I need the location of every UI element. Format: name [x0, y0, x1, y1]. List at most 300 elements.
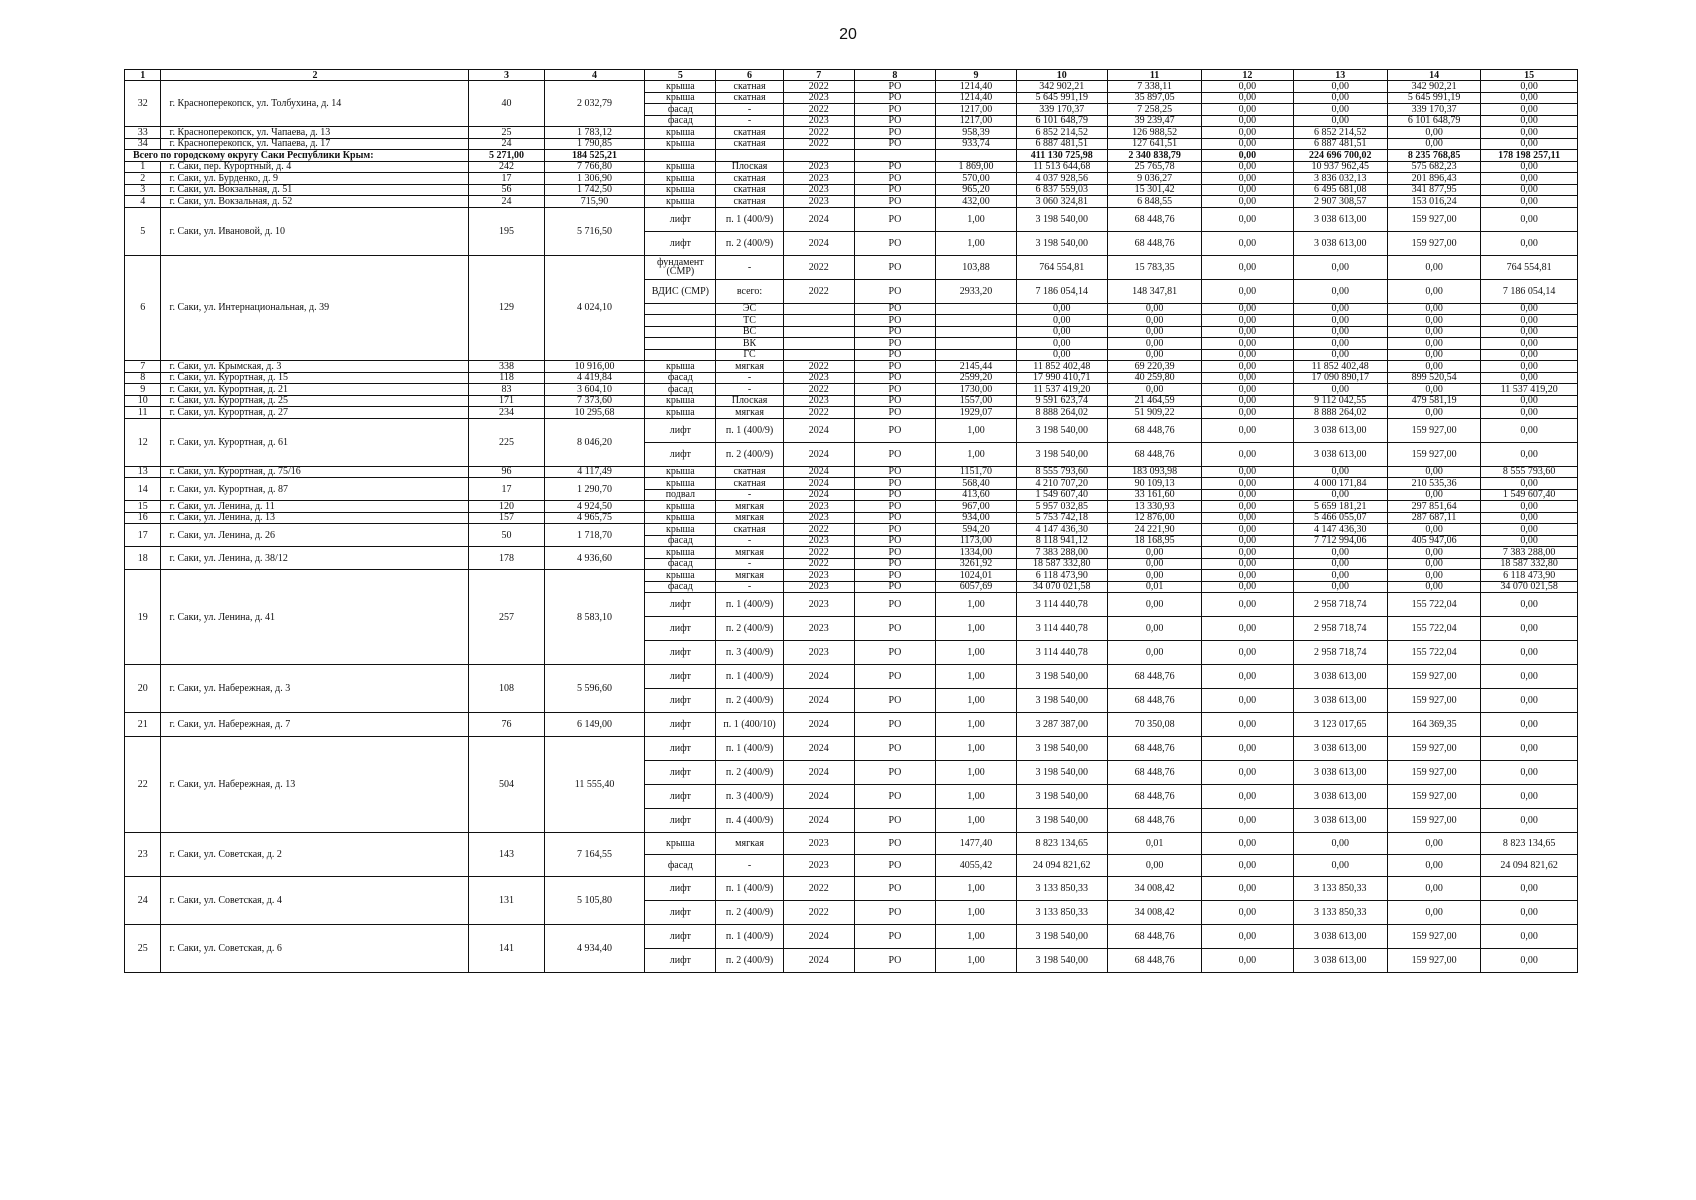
table-cell: 6 118 473,90 — [1481, 570, 1578, 582]
table-cell: 3 114 440,78 — [1016, 593, 1107, 617]
table-cell: 0,00 — [1202, 372, 1293, 384]
house-address: г. Саки, ул. Набережная, д. 13 — [161, 737, 469, 833]
house-address: г. Красноперекопск, ул. Чапаева, д. 17 — [161, 138, 469, 150]
house-address: г. Саки, ул. Ивановой, д. 10 — [161, 207, 469, 255]
house-number: 25 — [125, 925, 161, 973]
table-cell: 0,00 — [1202, 689, 1293, 713]
table-cell: РО — [854, 581, 936, 593]
table-cell: 0,00 — [1107, 384, 1201, 396]
table-cell: РО — [854, 689, 936, 713]
table-row — [125, 184, 1578, 196]
table-cell: 3 038 613,00 — [1293, 207, 1387, 231]
table-cell: 1,00 — [936, 207, 1016, 231]
table-cell: 342 902,21 — [1387, 81, 1480, 93]
table-cell: 0,00 — [1202, 303, 1293, 315]
table-cell: 575 682,23 — [1387, 161, 1480, 173]
table-cell: 155 722,04 — [1387, 641, 1480, 665]
table-cell: 0,00 — [1387, 558, 1480, 570]
table-cell: скатная — [716, 127, 784, 139]
table-cell: 0,00 — [1293, 104, 1387, 116]
table-cell: 25 — [469, 127, 544, 139]
table-cell: 6 149,00 — [544, 713, 645, 737]
table-cell: 0,00 — [1202, 489, 1293, 501]
table-cell: 90 109,13 — [1107, 478, 1201, 490]
table-cell: мягкая — [716, 570, 784, 582]
table-cell: 2023 — [783, 593, 854, 617]
table-cell: 2022 — [783, 384, 854, 396]
table-cell: РО — [854, 617, 936, 641]
table-cell: 1,00 — [936, 901, 1016, 925]
table-cell: 51 909,22 — [1107, 407, 1201, 419]
table-cell: лифт — [645, 207, 716, 231]
table-cell: 12 876,00 — [1107, 512, 1201, 524]
table-cell: 8 118 941,12 — [1016, 535, 1107, 547]
table-cell: 131 — [469, 877, 544, 925]
table-cell: 0,00 — [1202, 925, 1293, 949]
table-cell: 568,40 — [936, 478, 1016, 490]
table-cell: п. 2 (400/9) — [716, 761, 784, 785]
table-cell: крыша — [645, 478, 716, 490]
table-cell: 1,00 — [936, 418, 1016, 442]
table-cell — [783, 338, 854, 350]
table-cell: 34 008,42 — [1107, 877, 1201, 901]
table-cell: 1 549 607,40 — [1016, 489, 1107, 501]
table-cell: 3 038 613,00 — [1293, 418, 1387, 442]
table-cell: РО — [854, 104, 936, 116]
table-cell: 1,00 — [936, 617, 1016, 641]
table-cell: крыша — [645, 161, 716, 173]
table-cell: 2024 — [783, 418, 854, 442]
house-address: г. Саки, ул. Курортная, д. 15 — [161, 372, 469, 384]
table-cell: скатная — [716, 173, 784, 185]
table-cell: 0,00 — [1202, 949, 1293, 973]
table-cell: 5 596,60 — [544, 665, 645, 713]
table-cell: 34 070 021,58 — [1481, 581, 1578, 593]
table-cell: 0,00 — [1202, 617, 1293, 641]
table-cell: крыша — [645, 833, 716, 855]
table-cell: 1,00 — [936, 949, 1016, 973]
column-header: 3 — [469, 70, 544, 81]
table-cell: 2024 — [783, 785, 854, 809]
table-cell: 3 133 850,33 — [1016, 877, 1107, 901]
house-address: г. Саки, ул. Вокзальная, д. 52 — [161, 196, 469, 208]
table-cell: 171 — [469, 395, 544, 407]
table-cell: 11 513 644,68 — [1016, 161, 1107, 173]
table-cell: РО — [854, 713, 936, 737]
table-cell: 0,00 — [1481, 617, 1578, 641]
column-header: 5 — [645, 70, 716, 81]
table-cell: 2022 — [783, 407, 854, 419]
column-header: 11 — [1107, 70, 1201, 81]
table-cell: 159 927,00 — [1387, 231, 1480, 255]
table-cell: 934,00 — [936, 512, 1016, 524]
table-cell: 0,00 — [1481, 713, 1578, 737]
table-cell: 0,00 — [1481, 127, 1578, 139]
table-cell: 3 198 540,00 — [1016, 761, 1107, 785]
table-row — [125, 570, 1578, 582]
table-cell: 0,00 — [1387, 901, 1480, 925]
table-cell: 0,00 — [1481, 407, 1578, 419]
table-cell: 8 823 134,65 — [1016, 833, 1107, 855]
table-cell: - — [716, 558, 784, 570]
table-cell: 35 897,05 — [1107, 92, 1201, 104]
table-cell: 0,00 — [1107, 326, 1201, 338]
table-cell: 1214,40 — [936, 92, 1016, 104]
house-number: 1 — [125, 161, 161, 173]
table-cell: РО — [854, 92, 936, 104]
table-cell — [645, 326, 716, 338]
table-cell: 118 — [469, 372, 544, 384]
table-row — [125, 877, 1578, 901]
table-cell: мягкая — [716, 547, 784, 559]
table-cell: 2023 — [783, 617, 854, 641]
table-cell: 1 869,00 — [936, 161, 1016, 173]
table-cell: 3 038 613,00 — [1293, 442, 1387, 466]
house-number: 13 — [125, 466, 161, 478]
table-cell: крыша — [645, 524, 716, 536]
table-cell: РО — [854, 115, 936, 127]
table-cell: РО — [854, 418, 936, 442]
table-cell: лифт — [645, 231, 716, 255]
table-cell: 242 — [469, 161, 544, 173]
table-cell: лифт — [645, 877, 716, 901]
table-cell: 68 448,76 — [1107, 689, 1201, 713]
table-cell: 1173,00 — [936, 535, 1016, 547]
table-cell: 0,00 — [1481, 372, 1578, 384]
house-number: 19 — [125, 570, 161, 665]
table-cell: 17 — [469, 173, 544, 185]
table-cell: РО — [854, 207, 936, 231]
table-cell: 2022 — [783, 255, 854, 279]
table-cell: 0,00 — [1293, 303, 1387, 315]
table-cell: 1,00 — [936, 785, 1016, 809]
table-cell: фундамент (СМР) — [645, 255, 716, 279]
table-cell: 413,60 — [936, 489, 1016, 501]
table-cell: скатная — [716, 81, 784, 93]
house-address: г. Саки, ул. Крымская, д. 3 — [161, 361, 469, 373]
table-row — [125, 207, 1578, 231]
table-cell: 0,00 — [1481, 81, 1578, 93]
table-cell: 0,00 — [1202, 641, 1293, 665]
table-cell: РО — [854, 81, 936, 93]
table-cell: 0,00 — [1481, 501, 1578, 513]
table-cell: крыша — [645, 570, 716, 582]
table-cell: фасад — [645, 535, 716, 547]
table-cell: 155 722,04 — [1387, 593, 1480, 617]
table-cell: п. 2 (400/9) — [716, 231, 784, 255]
table-cell: подвал — [645, 489, 716, 501]
house-number: 11 — [125, 407, 161, 419]
table-cell: мягкая — [716, 361, 784, 373]
table-cell: 5 645 991,19 — [1016, 92, 1107, 104]
table-cell: 0,00 — [1202, 115, 1293, 127]
table-cell: крыша — [645, 173, 716, 185]
table-cell: 13 330,93 — [1107, 501, 1201, 513]
table-cell: крыша — [645, 184, 716, 196]
table-cell: 965,20 — [936, 184, 1016, 196]
table-cell: 24 094 821,62 — [1016, 855, 1107, 877]
table-cell: 1024,01 — [936, 570, 1016, 582]
table-cell: РО — [854, 833, 936, 855]
table-cell: 0,00 — [1387, 255, 1480, 279]
table-cell: 0,00 — [1481, 809, 1578, 833]
table-cell: 6 101 648,79 — [1387, 115, 1480, 127]
table-cell: фасад — [645, 104, 716, 116]
table-cell: 157 — [469, 512, 544, 524]
table-cell: 25 765,78 — [1107, 161, 1201, 173]
table-cell: 3 038 613,00 — [1293, 737, 1387, 761]
table-cell: 3 133 850,33 — [1016, 901, 1107, 925]
column-header: 1 — [125, 70, 161, 81]
table-cell: 0,00 — [1481, 173, 1578, 185]
table-cell: 0,00 — [1481, 138, 1578, 150]
house-address: г. Саки, ул. Курортная, д. 21 — [161, 384, 469, 396]
table-cell: скатная — [716, 92, 784, 104]
table-cell: РО — [854, 809, 936, 833]
table-cell: 3 198 540,00 — [1016, 785, 1107, 809]
table-cell: 2023 — [783, 855, 854, 877]
table-cell: 0,00 — [1481, 689, 1578, 713]
table-cell: 76 — [469, 713, 544, 737]
table-cell: РО — [854, 442, 936, 466]
house-address: г. Саки, ул. Ленина, д. 26 — [161, 524, 469, 547]
table-cell: 3 133 850,33 — [1293, 877, 1387, 901]
table-cell: 6 852 214,52 — [1293, 127, 1387, 139]
house-address: г. Саки, ул. Бурденко, д. 9 — [161, 173, 469, 185]
table-cell: 297 851,64 — [1387, 501, 1480, 513]
table-cell: 0,00 — [1387, 877, 1480, 901]
table-cell: 2 958 718,74 — [1293, 617, 1387, 641]
table-cell: 2023 — [783, 581, 854, 593]
table-cell: 2023 — [783, 173, 854, 185]
house-number: 21 — [125, 713, 161, 737]
table-cell: 0,00 — [1481, 665, 1578, 689]
table-cell: РО — [854, 901, 936, 925]
table-cell: 3 133 850,33 — [1293, 901, 1387, 925]
table-cell — [783, 326, 854, 338]
table-row — [125, 255, 1578, 279]
table-cell: 0,00 — [1387, 855, 1480, 877]
table-cell: РО — [854, 785, 936, 809]
table-cell: РО — [854, 361, 936, 373]
table-cell: 33 161,60 — [1107, 489, 1201, 501]
table-cell: скатная — [716, 478, 784, 490]
table-cell: 225 — [469, 418, 544, 466]
table-cell: крыша — [645, 92, 716, 104]
table-cell: 68 448,76 — [1107, 737, 1201, 761]
table-cell: мягкая — [716, 833, 784, 855]
table-cell: ТС — [716, 315, 784, 327]
table-cell: крыша — [645, 407, 716, 419]
table-cell: 4 936,60 — [544, 547, 645, 570]
table-cell: п. 3 (400/9) — [716, 785, 784, 809]
table-cell: 0,00 — [1293, 338, 1387, 350]
table-cell: 0,00 — [1202, 384, 1293, 396]
table-cell: РО — [854, 501, 936, 513]
table-cell: 0,00 — [1293, 489, 1387, 501]
house-number: 6 — [125, 255, 161, 361]
table-cell: 210 535,36 — [1387, 478, 1480, 490]
table-cell: 8 555 793,60 — [1016, 466, 1107, 478]
table-cell: 0,00 — [1481, 442, 1578, 466]
table-cell: 1,00 — [936, 231, 1016, 255]
house-address: г. Саки, пер. Курортный, д. 4 — [161, 161, 469, 173]
table-cell: 127 641,51 — [1107, 138, 1201, 150]
house-number: 20 — [125, 665, 161, 713]
table-cell: 0,00 — [1202, 737, 1293, 761]
table-cell: 0,00 — [1481, 478, 1578, 490]
table-cell: 5 753 742,18 — [1016, 512, 1107, 524]
table-cell: 129 — [469, 255, 544, 361]
table-cell: 7 258,25 — [1107, 104, 1201, 116]
table-cell: 0,00 — [1202, 855, 1293, 877]
table-cell: 2024 — [783, 466, 854, 478]
table-cell: 4 419,84 — [544, 372, 645, 384]
table-cell: п. 2 (400/9) — [716, 949, 784, 973]
table-cell: - — [716, 255, 784, 279]
table-cell: 2 032,79 — [544, 81, 645, 127]
table-cell: 11 852 402,48 — [1293, 361, 1387, 373]
table-cell: 155 722,04 — [1387, 617, 1480, 641]
table-cell: 0,00 — [1293, 349, 1387, 361]
table-cell: 159 927,00 — [1387, 207, 1480, 231]
table-cell: 159 927,00 — [1387, 949, 1480, 973]
table-cell: 24 094 821,62 — [1481, 855, 1578, 877]
table-cell: 0,00 — [1202, 524, 1293, 536]
table-row — [125, 713, 1578, 737]
table-cell: 21 464,59 — [1107, 395, 1201, 407]
table-cell: РО — [854, 665, 936, 689]
table-cell: РО — [854, 512, 936, 524]
table-cell: ВС — [716, 326, 784, 338]
table-cell: РО — [854, 384, 936, 396]
table-cell: 7 383 288,00 — [1016, 547, 1107, 559]
table-cell: 0,00 — [1107, 558, 1201, 570]
table-cell: 0,00 — [1481, 535, 1578, 547]
table-cell: 0,00 — [1293, 547, 1387, 559]
table-cell: крыша — [645, 512, 716, 524]
table-row — [125, 361, 1578, 373]
table-cell: 0,00 — [1481, 92, 1578, 104]
table-cell: 9 591 623,74 — [1016, 395, 1107, 407]
table-cell — [783, 349, 854, 361]
table-cell: 15 783,35 — [1107, 255, 1201, 279]
table-cell: Плоская — [716, 161, 784, 173]
table-cell: - — [716, 372, 784, 384]
table-cell — [645, 349, 716, 361]
table-cell: 39 239,47 — [1107, 115, 1201, 127]
table-cell: 24 — [469, 138, 544, 150]
table-row — [125, 665, 1578, 689]
table-cell: 0,00 — [1202, 395, 1293, 407]
table-cell: 0,00 — [1202, 581, 1293, 593]
table-cell: фасад — [645, 372, 716, 384]
table-cell: 2022 — [783, 524, 854, 536]
table-cell: п. 2 (400/9) — [716, 689, 784, 713]
table-cell: 0,00 — [1293, 466, 1387, 478]
table-cell: 7 186 054,14 — [1016, 279, 1107, 303]
table-cell: 15 301,42 — [1107, 184, 1201, 196]
table-cell: 504 — [469, 737, 544, 833]
table-cell: 1 718,70 — [544, 524, 645, 547]
table-cell: фасад — [645, 581, 716, 593]
table-cell: 339 170,37 — [1016, 104, 1107, 116]
table-cell: РО — [854, 524, 936, 536]
table-cell: 0,00 — [1387, 138, 1480, 150]
house-number: 16 — [125, 512, 161, 524]
table-row — [125, 925, 1578, 949]
table-cell: 967,00 — [936, 501, 1016, 513]
page-number: 20 — [839, 26, 857, 43]
table-row — [125, 737, 1578, 761]
table-cell: 8 888 264,02 — [1293, 407, 1387, 419]
table-cell: 2024 — [783, 713, 854, 737]
table-cell: 0,00 — [1387, 833, 1480, 855]
table-cell: 0,00 — [1387, 279, 1480, 303]
table-cell: 0,00 — [1481, 901, 1578, 925]
table-cell: 764 554,81 — [1016, 255, 1107, 279]
table-cell: п. 4 (400/9) — [716, 809, 784, 833]
table-cell: 2 907 308,57 — [1293, 196, 1387, 208]
table-cell: 0,00 — [1387, 581, 1480, 593]
table-cell: 5 271,00 — [469, 150, 544, 162]
table-cell: 159 927,00 — [1387, 689, 1480, 713]
table-cell: 0,00 — [1387, 547, 1480, 559]
table-cell: 0,00 — [1387, 127, 1480, 139]
table-cell: 7 712 994,06 — [1293, 535, 1387, 547]
table-cell: 2 340 838,79 — [1107, 150, 1201, 162]
table-cell: 0,00 — [1387, 466, 1480, 478]
table-cell: 0,00 — [1481, 326, 1578, 338]
table-row — [125, 81, 1578, 93]
table-cell: 4 924,50 — [544, 501, 645, 513]
table-cell: РО — [854, 535, 936, 547]
table-cell: 339 170,37 — [1387, 104, 1480, 116]
table-cell: 3 198 540,00 — [1016, 231, 1107, 255]
table-row — [125, 127, 1578, 139]
table-cell: 2024 — [783, 809, 854, 833]
table-cell: 287 687,11 — [1387, 512, 1480, 524]
column-header: 2 — [161, 70, 469, 81]
table-cell: 7 338,11 — [1107, 81, 1201, 93]
table-cell: 0,00 — [1107, 855, 1201, 877]
house-number: 4 — [125, 196, 161, 208]
table-cell: 1217,00 — [936, 115, 1016, 127]
table-cell: 159 927,00 — [1387, 418, 1480, 442]
table-cell: 3 198 540,00 — [1016, 809, 1107, 833]
column-header: 8 — [854, 70, 936, 81]
table-cell: 0,00 — [1202, 877, 1293, 901]
table-row — [125, 833, 1578, 855]
table-row — [125, 173, 1578, 185]
column-header: 14 — [1387, 70, 1480, 81]
house-address: г. Саки, ул. Советская, д. 6 — [161, 925, 469, 973]
table-cell: 159 927,00 — [1387, 665, 1480, 689]
table-cell: 0,00 — [1293, 581, 1387, 593]
table-cell: 0,00 — [1202, 418, 1293, 442]
house-number: 9 — [125, 384, 161, 396]
table-cell: 2145,44 — [936, 361, 1016, 373]
table-cell: 0,00 — [1202, 279, 1293, 303]
table-cell: п. 1 (400/9) — [716, 593, 784, 617]
house-address: г. Саки, ул. Курортная, д. 87 — [161, 478, 469, 501]
table-cell: 1,00 — [936, 442, 1016, 466]
table-cell: 2024 — [783, 949, 854, 973]
table-cell: 0,00 — [1293, 570, 1387, 582]
table-cell — [854, 150, 936, 162]
table-cell: 0,00 — [1107, 617, 1201, 641]
house-number: 10 — [125, 395, 161, 407]
